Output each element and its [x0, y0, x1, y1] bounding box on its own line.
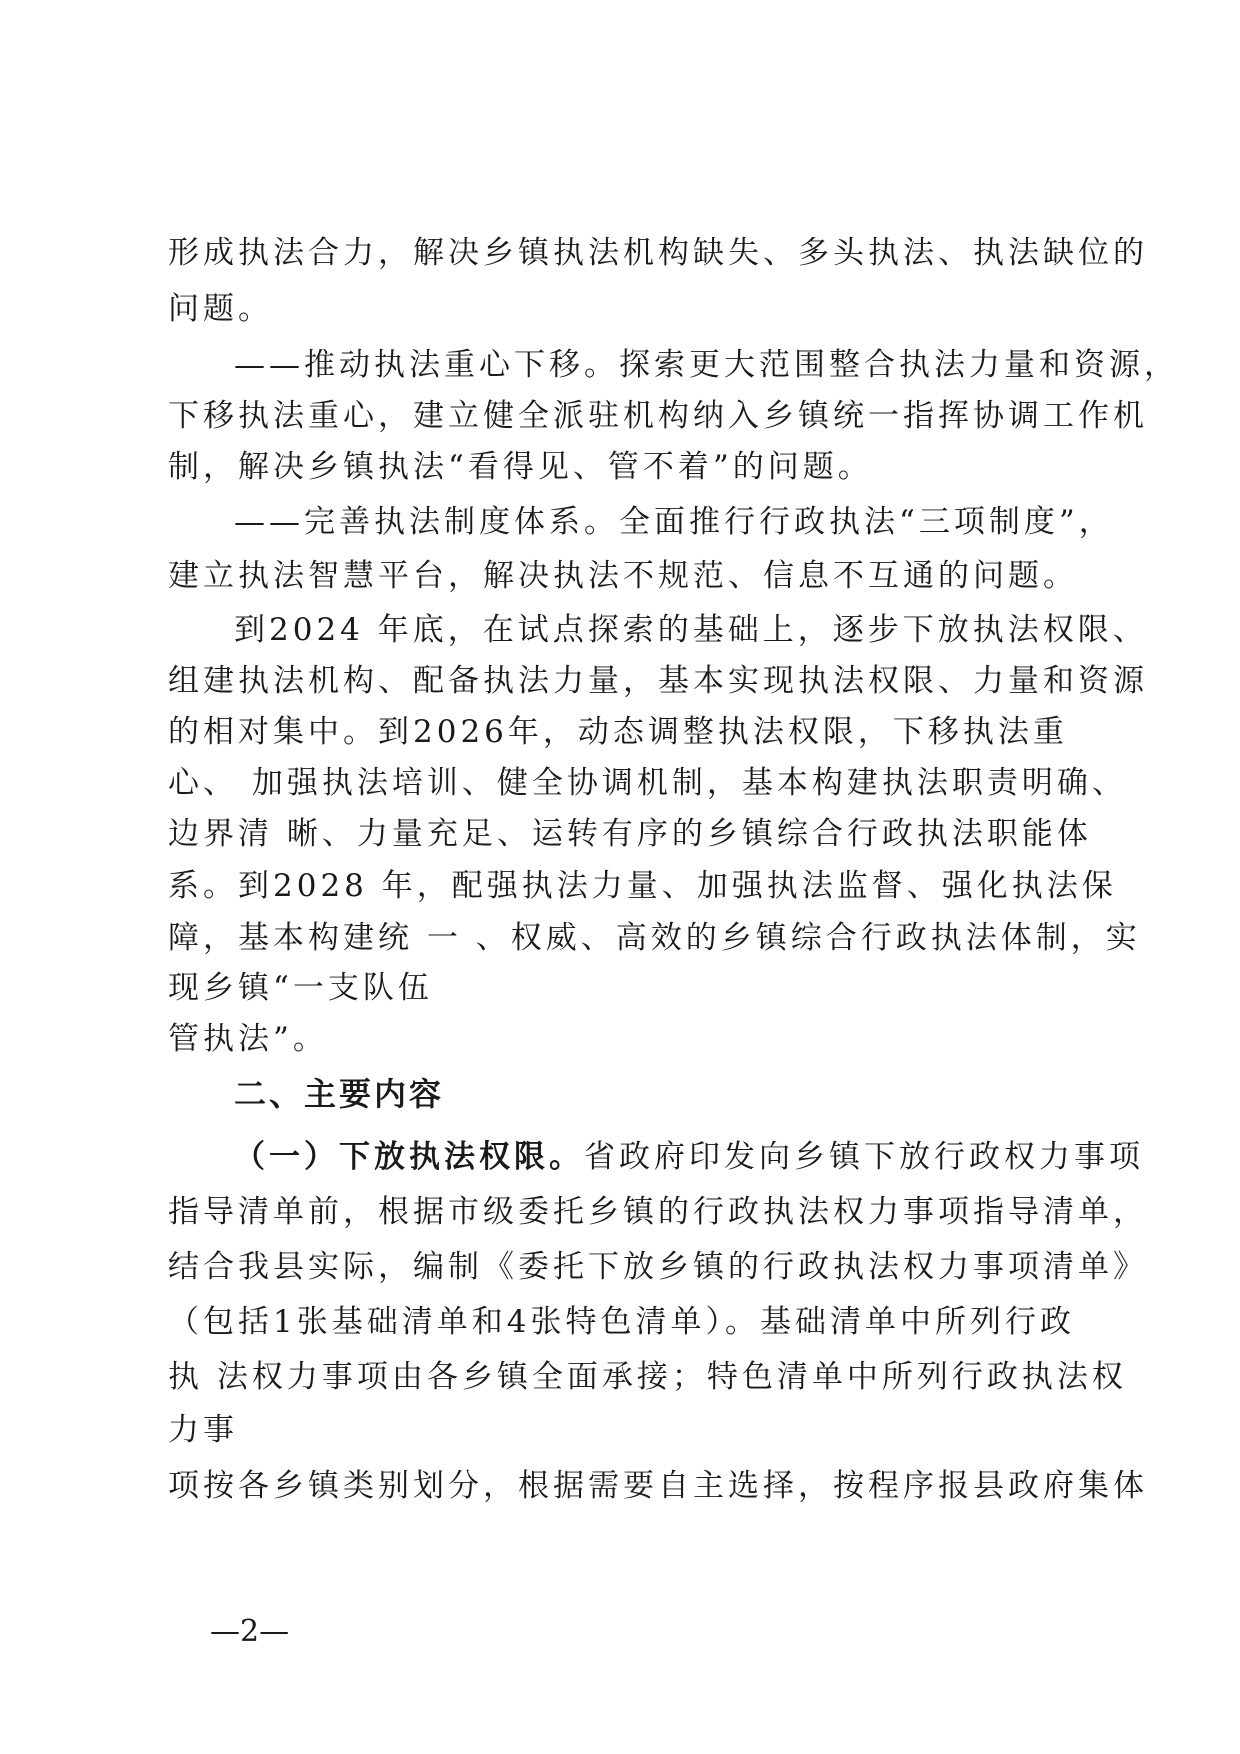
paragraph-line: 系。到2028 年，配强执法力量、加强执法监督、强化执法保	[168, 868, 1117, 904]
paragraph-line: 障，基本构建统 一 、权威、高效的乡镇综合行政执法体制，实	[168, 920, 1141, 956]
paragraph-line: 建立执法智慧平台，解决执法不规范、信息不互通的问题。	[168, 558, 1078, 594]
paragraph-text: 省政府印发向乡镇下放行政权力事项	[584, 1139, 1144, 1175]
paragraph-line	[234, 1137, 1144, 1177]
paragraph-line: 下移执法重心，建立健全派驻机构纳入乡镇统一指挥协调工作机	[168, 398, 1148, 434]
paragraph-line: 管执法”。	[168, 1021, 328, 1057]
paragraph-line: 边界清 晰、力量充足、运转有序的乡镇综合行政执法职能体	[168, 816, 1092, 852]
paragraph-line: （包括1张基础清单和4张特色清单）。基础清单中所列行政	[168, 1304, 1075, 1340]
paragraph-line: ——推动执法重心下移。探索更大范围整合执法力量和资源，	[234, 347, 1179, 383]
paragraph-line: 制，解决乡镇执法“看得见、管不着”的问题。	[168, 449, 873, 485]
paragraph-line: 结合我县实际，编制《委托下放乡镇的行政执法权力事项清单》	[168, 1249, 1148, 1285]
paragraph-line: 心、 加强执法培训、健全协调机制，基本构建执法职责明确、	[168, 765, 1127, 801]
paragraph-line: 现乡镇“一支队伍	[168, 970, 433, 1006]
paragraph-line: 力事	[168, 1412, 238, 1448]
page-number: —2—	[210, 1614, 290, 1649]
paragraph-line: 形成执法合力，解决乡镇执法机构缺失、多头执法、执法缺位的	[168, 235, 1148, 271]
paragraph-line: 项按各乡镇类别划分，根据需要自主选择，按程序报县政府集体	[168, 1468, 1148, 1504]
subsection-title: （一）下放执法权限。	[234, 1139, 584, 1175]
section-heading: 二、主要内容	[234, 1075, 445, 1113]
paragraph-line: ——完善执法制度体系。全面推行行政执法“三项制度”，	[234, 504, 1114, 540]
paragraph-line: 到2024 年底，在试点探索的基础上，逐步下放执法权限、	[234, 612, 1148, 648]
paragraph-line: 问题。	[168, 291, 273, 327]
paragraph-line: 的相对集中。到2026年，动态调整执法权限，下移执法重	[168, 714, 1068, 750]
paragraph-line: 执 法权力事项由各乡镇全面承接；特色清单中所列行政执法权	[168, 1359, 1127, 1395]
paragraph-line: 组建执法机构、配备执法力量，基本实现执法权限、力量和资源	[168, 663, 1148, 699]
paragraph-line: 指导清单前，根据市级委托乡镇的行政执法权力事项指导清单，	[168, 1194, 1148, 1230]
